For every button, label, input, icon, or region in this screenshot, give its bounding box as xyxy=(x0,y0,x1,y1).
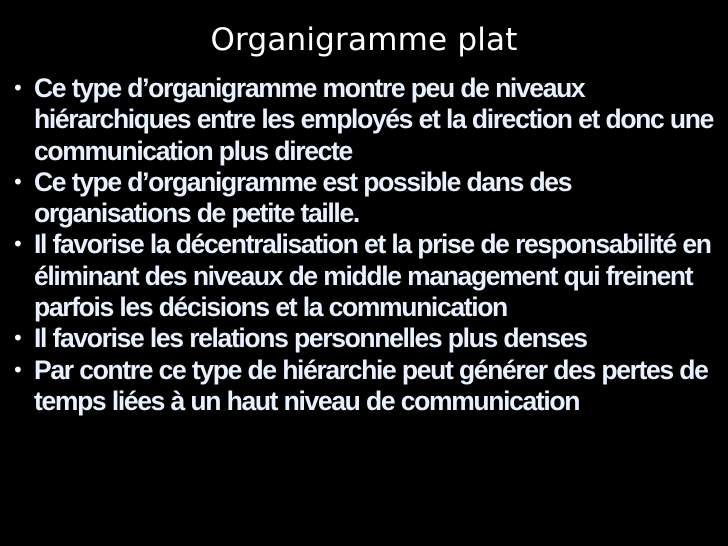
bullet-text: Il favorise la décentralisation et la prise de responsabilité en éliminant des niveaux de middle management qui freinent parfois les décisions et la communication xyxy=(34,229,711,323)
bullet-point-icon: • xyxy=(12,326,24,351)
bullet-item xyxy=(12,73,722,167)
bullet-point-icon: • xyxy=(12,76,24,100)
bullet-text: Par contre ce type de hiérarchie peut générer des pertes de temps liées à un haut niveau de communication xyxy=(34,354,708,416)
bullet-item xyxy=(12,355,722,418)
slide-title: Organigramme plat xyxy=(210,22,518,58)
bullet-text: Ce type d’organigramme montre peu de niveaux hiérarchiques entre les employés et la direction et donc une communication plus directe xyxy=(34,73,713,166)
bullet-text: Ce type d’organigramme est possible dans des organisations de petite taille. xyxy=(34,166,572,229)
bullet-point-icon: • xyxy=(12,232,24,257)
bullet-point-icon: • xyxy=(12,357,24,382)
bullet-point-icon: • xyxy=(12,169,24,194)
bullet-item xyxy=(12,323,722,354)
bullet-item xyxy=(12,229,722,323)
bullet-text: Il favorise les relations personnelles plus denses xyxy=(34,323,587,354)
bullet-item xyxy=(12,167,722,230)
bullet-list xyxy=(12,73,722,417)
